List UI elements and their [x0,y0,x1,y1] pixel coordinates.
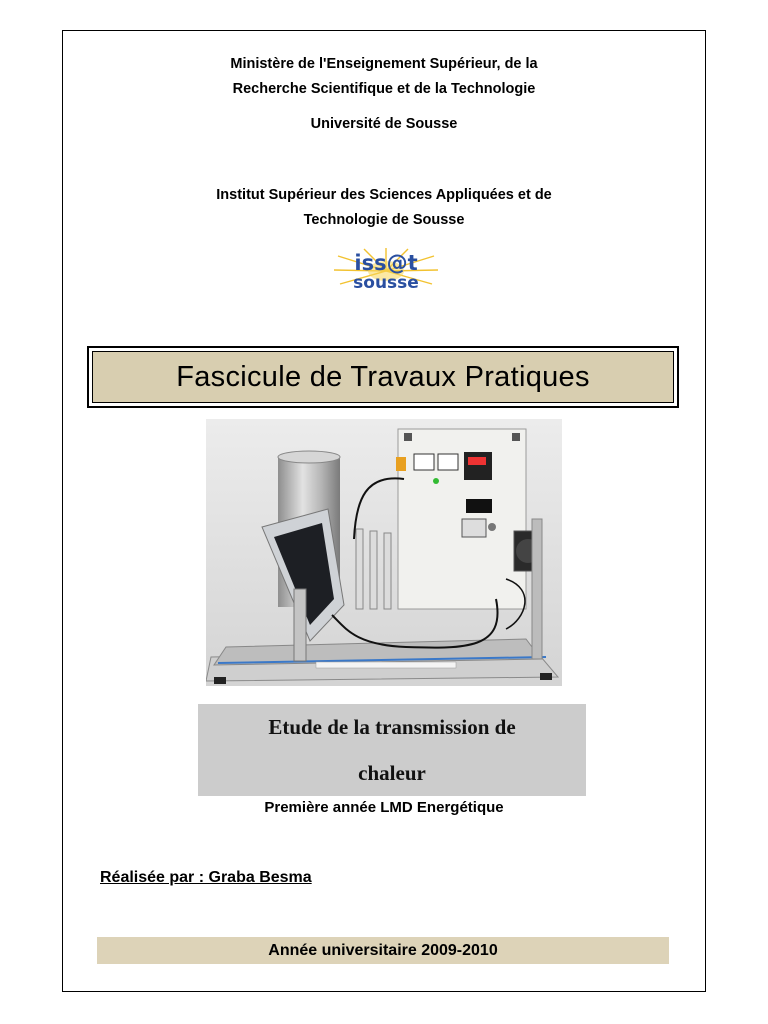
study-level: Première année LMD Energétique [264,799,504,816]
subject-box [198,704,586,796]
subject-line-2: chaleur [358,761,426,785]
academic-year: Année universitaire 2009-2010 [97,937,669,964]
subject-line-1: Etude de la transmission de [268,715,516,739]
institute-line-2: Technologie de Sousse [303,212,465,228]
title-box [87,346,679,408]
author-line: Réalisée par : Graba Besma [100,869,312,886]
institute-line-1: Institut Supérieur des Sciences Appliquées et de [216,187,552,203]
ministry-line-1: Ministère de l'Enseignement Supérieur, de la [230,56,538,72]
ministry-heading [0,52,768,102]
heat-transfer-bench-photo [206,419,562,686]
university-name: Université de Sousse [310,116,458,132]
institute-heading [0,183,768,233]
ministry-line-2: Recherche Scientifique et de la Technologie [232,81,536,97]
logo-bottom-text: sousse [353,273,419,293]
issat-sousse-logo [334,246,438,296]
logo-top-text: iss@t [354,251,418,275]
document-title: Fascicule de Travaux Pratiques [92,351,674,403]
